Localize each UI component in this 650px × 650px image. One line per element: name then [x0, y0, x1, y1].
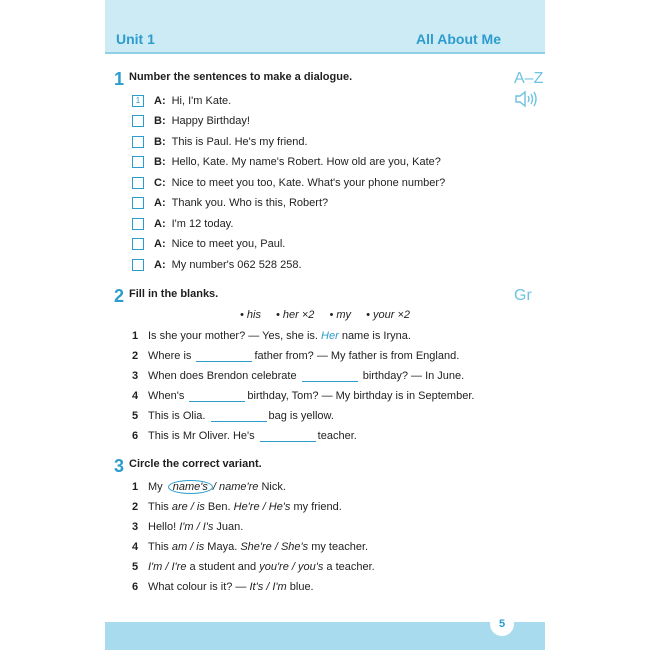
- dialogue-text: I'm 12 today.: [171, 218, 234, 230]
- speaker: A:: [154, 197, 166, 209]
- example-answer: Her: [321, 330, 339, 342]
- item-text: Ben.: [204, 501, 234, 513]
- item-number: 2: [132, 350, 139, 362]
- item-text: Hello!: [148, 521, 180, 533]
- item-text: bag is yellow.: [268, 410, 334, 422]
- fill-item: [132, 387, 474, 405]
- item-text: my teacher.: [308, 541, 369, 553]
- speaker: B:: [154, 115, 166, 127]
- item-text: Nick.: [258, 481, 286, 493]
- item-text: This: [148, 541, 172, 553]
- option-separator: /: [162, 561, 172, 573]
- word-bank-item: • her ×2: [276, 309, 315, 321]
- option-separator: /: [212, 481, 219, 493]
- speaker: B:: [154, 136, 166, 148]
- order-box[interactable]: [132, 136, 144, 148]
- page-number: 5: [490, 612, 514, 636]
- dialogue-text: Happy Birthday!: [171, 115, 250, 127]
- dialogue-line: [132, 235, 285, 253]
- word-bank: [105, 309, 545, 321]
- dialogue-text: Thank you. Who is this, Robert?: [171, 197, 329, 209]
- unit-title: All About Me: [415, 31, 501, 47]
- answer-blank[interactable]: [196, 350, 252, 362]
- option-separator: /: [259, 501, 269, 513]
- dialogue-line: [132, 92, 231, 110]
- option[interactable]: are: [171, 501, 188, 513]
- option[interactable]: is: [196, 501, 205, 513]
- option-separator: /: [193, 521, 203, 533]
- fill-item: [132, 367, 464, 385]
- item-text: birthday, Tom? — My birthday is in September.: [247, 390, 475, 402]
- word-bank-item: • my: [329, 309, 352, 321]
- option[interactable]: She're: [240, 541, 272, 553]
- option[interactable]: I'm: [148, 561, 163, 573]
- option[interactable]: He's: [268, 501, 291, 513]
- dialogue-line: [132, 153, 441, 171]
- circle-item: [132, 578, 314, 596]
- dialogue-text: My number's 062 528 258.: [171, 259, 302, 271]
- exercise-1-number: 1: [114, 69, 125, 89]
- exercise-3-number: 3: [114, 456, 125, 476]
- speaker: B:: [154, 156, 166, 168]
- item-text: This is Mr Oliver. He's: [148, 430, 258, 442]
- option[interactable]: is: [196, 541, 205, 553]
- item-number: 6: [132, 581, 139, 593]
- word-bank-item: • your ×2: [366, 309, 411, 321]
- option[interactable]: I'm: [272, 581, 287, 593]
- option-separator: /: [187, 501, 197, 513]
- option[interactable]: I're: [171, 561, 187, 573]
- item-number: 6: [132, 430, 139, 442]
- circle-item: [132, 558, 375, 576]
- option[interactable]: am: [171, 541, 188, 553]
- page-footer: [105, 622, 545, 650]
- dialogue-text: Nice to meet you, Paul.: [171, 238, 286, 250]
- item-text: my friend.: [290, 501, 342, 513]
- option[interactable]: It's: [249, 581, 264, 593]
- item-number: 4: [132, 390, 139, 402]
- fill-item: [132, 327, 411, 345]
- item-number: 5: [132, 561, 139, 573]
- circle-item: [132, 478, 286, 496]
- item-number: 5: [132, 410, 139, 422]
- option[interactable]: He're: [233, 501, 260, 513]
- answer-blank[interactable]: [302, 370, 358, 382]
- dialogue-line: [132, 133, 308, 151]
- answer-blank[interactable]: [189, 390, 245, 402]
- order-box[interactable]: [132, 259, 144, 271]
- option-separator: /: [187, 541, 197, 553]
- item-number: 1: [132, 330, 139, 342]
- unit-label: Unit 1: [116, 31, 155, 47]
- item-text: What colour is it? —: [148, 581, 250, 593]
- speaker: A:: [154, 218, 166, 230]
- item-text: father from? — My father is from England.: [254, 350, 460, 362]
- item-text: When does Brendon celebrate: [148, 370, 300, 382]
- item-text: Maya.: [204, 541, 241, 553]
- dialogue-text: This is Paul. He's my friend.: [171, 136, 308, 148]
- circle-item: [132, 498, 342, 516]
- fill-item: [132, 347, 459, 365]
- exercise-2-title: Fill in the blanks.: [129, 288, 219, 300]
- option-separator: /: [271, 541, 281, 553]
- item-text: teacher.: [317, 430, 357, 442]
- option[interactable]: name're: [218, 481, 259, 493]
- item-number: 2: [132, 501, 139, 513]
- option-separator: /: [288, 561, 299, 573]
- option[interactable]: you's: [298, 561, 324, 573]
- dialogue-text: Hi, I'm Kate.: [171, 95, 232, 107]
- item-text: Is she your mother? — Yes, she is.: [148, 330, 322, 342]
- exercise-1-title: Number the sentences to make a dialogue.: [129, 71, 353, 83]
- option[interactable]: I's: [202, 521, 214, 533]
- answer-blank[interactable]: [211, 410, 267, 422]
- item-text: My: [148, 481, 166, 493]
- circled-option[interactable]: name's: [168, 480, 213, 494]
- order-box[interactable]: [132, 156, 144, 168]
- option[interactable]: you're: [259, 561, 289, 573]
- exercise-2-number: 2: [114, 286, 125, 306]
- order-box[interactable]: [132, 115, 144, 127]
- item-number: 1: [132, 481, 139, 493]
- exercise-3-title: Circle the correct variant.: [129, 458, 262, 470]
- word-bank-item: • his: [239, 309, 261, 321]
- dialogue-line: [132, 256, 302, 274]
- dialogue-line: [132, 194, 328, 212]
- item-text: a teacher.: [323, 561, 375, 573]
- vocabulary-label: A–Z: [514, 70, 544, 87]
- option[interactable]: She's: [280, 541, 309, 553]
- item-number: 4: [132, 541, 139, 553]
- option-separator: /: [263, 581, 273, 593]
- speaker: A:: [154, 238, 166, 250]
- grammar-label: Gr: [514, 287, 532, 304]
- circle-item: [132, 538, 368, 556]
- dialogue-line: [132, 174, 445, 192]
- speaker: A:: [154, 259, 166, 271]
- item-text: a student and: [186, 561, 260, 573]
- fill-item: [132, 407, 334, 425]
- speaker: C:: [154, 177, 166, 189]
- workbook-page: [105, 0, 545, 650]
- dialogue-line: [132, 112, 250, 130]
- dialogue-text: Hello, Kate. My name's Robert. How old are you, Kate?: [171, 156, 441, 168]
- item-text: This is Olia.: [148, 410, 209, 422]
- item-text: Where is: [148, 350, 195, 362]
- item-text: birthday? — In June.: [359, 370, 465, 382]
- item-number: 3: [132, 370, 139, 382]
- item-text: This: [148, 501, 172, 513]
- answer-blank[interactable]: [260, 430, 316, 442]
- item-number: 3: [132, 521, 139, 533]
- option[interactable]: I'm: [179, 521, 194, 533]
- page-header: [105, 0, 545, 54]
- order-box[interactable]: [132, 218, 144, 230]
- speaker: A:: [154, 95, 166, 107]
- order-box[interactable]: 1: [132, 95, 144, 107]
- dialogue-line: [132, 215, 233, 233]
- order-box[interactable]: [132, 177, 144, 189]
- item-text: name is Iryna.: [338, 330, 411, 342]
- order-box[interactable]: [132, 238, 144, 250]
- dialogue-text: Nice to meet you too, Kate. What's your phone number?: [171, 177, 446, 189]
- fill-item: [132, 427, 357, 445]
- speaker-icon: [514, 90, 538, 113]
- order-box[interactable]: [132, 197, 144, 209]
- circle-item: [132, 518, 243, 536]
- item-text: blue.: [286, 581, 314, 593]
- item-text: When's: [148, 390, 188, 402]
- item-text: Juan.: [213, 521, 244, 533]
